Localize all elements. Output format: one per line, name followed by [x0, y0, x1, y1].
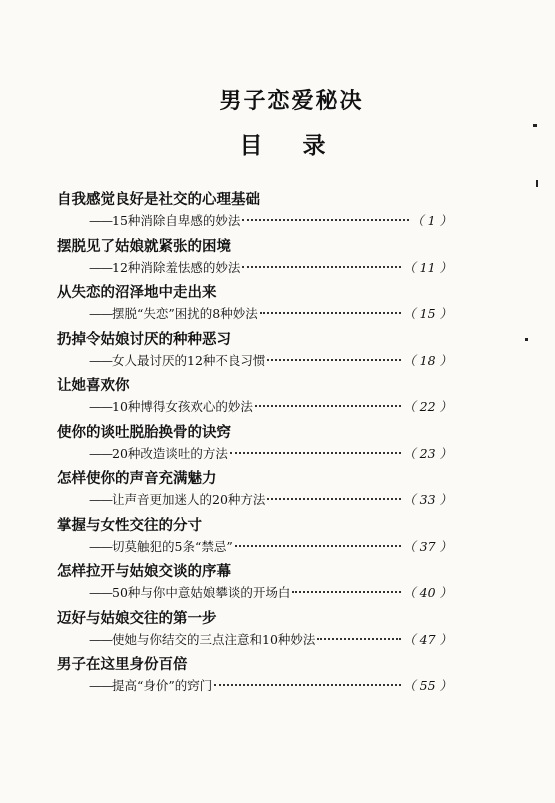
chapter-title: 使你的谈吐脱胎换骨的诀窍: [57, 424, 231, 441]
dot-leader: [214, 684, 401, 686]
chapter-title: 怎样拉开与姑娘交谈的序幕: [57, 564, 231, 580]
scan-speck: [533, 124, 537, 127]
subtitle-line: [57, 536, 452, 558]
dash: ——: [89, 399, 112, 414]
dot-leader: [255, 405, 401, 407]
toc-entry: [57, 609, 452, 656]
dash: ——: [89, 213, 112, 228]
toc-entry: [57, 516, 452, 563]
subtitle-line: [57, 303, 452, 325]
page-number: （ 23 ）: [403, 445, 452, 461]
scan-speck: [525, 338, 528, 341]
toc-entry: [57, 283, 452, 330]
page-number: （ 18 ）: [403, 352, 452, 368]
subtitle-line: [57, 257, 452, 279]
dot-leader: [260, 312, 401, 314]
dot-leader: [242, 266, 401, 268]
dash: ——: [89, 445, 112, 461]
subtitle-line: [57, 489, 452, 511]
chapter-title: 扔掉令姑娘讨厌的种种恶习: [57, 331, 231, 348]
page-number: （ 33 ）: [403, 492, 452, 507]
dash: ——: [89, 259, 112, 275]
dash: ——: [89, 306, 112, 321]
toc-entry: [57, 237, 452, 284]
subtitle-text: 50种与你中意姑娘攀谈的开场白: [112, 585, 291, 600]
toc-entry: [57, 376, 452, 423]
chapter-title: 怎样使你的声音充满魅力: [57, 471, 217, 487]
chapter-title: 男子在这里身份百倍: [57, 657, 188, 673]
subtitle-text: 12种消除羞怯感的妙法: [112, 259, 241, 275]
subtitle-line: [57, 629, 452, 651]
page-number: （ 40 ）: [403, 585, 452, 600]
toc-entry: [57, 469, 452, 516]
page-number: （ 15 ）: [403, 306, 452, 321]
chapter-title: 让她喜欢你: [57, 378, 130, 394]
chapter-title: 自我感觉良好是社交的心理基础: [57, 192, 260, 208]
chapter-title: 摆脱见了姑娘就紧张的困境: [57, 238, 231, 255]
toc-entry: [57, 423, 452, 470]
subtitle-line: [57, 210, 452, 232]
subtitle-text: 摆脱“失恋”困扰的8种妙法: [112, 306, 258, 321]
dash: ——: [89, 678, 112, 693]
dot-leader: [235, 545, 401, 547]
subtitle-text: 20种改造谈吐的方法: [112, 445, 228, 461]
dot-leader: [230, 452, 401, 454]
subtitle-text: 提高“身价”的窍门: [112, 678, 213, 693]
subtitle-text: 10种博得女孩欢心的妙法: [112, 399, 253, 414]
toc-entry: [57, 330, 452, 377]
subtitle-text: 15种消除自卑感的妙法: [112, 213, 241, 228]
subtitle-line: [57, 396, 452, 418]
subtitle-text: 女人最讨厌的12种不良习惯: [112, 352, 266, 368]
dot-leader: [242, 219, 409, 221]
chapter-title: 迈好与姑娘交往的第一步: [57, 610, 217, 627]
dash: ——: [89, 492, 112, 507]
chapter-title: 掌握与女性交往的分寸: [57, 517, 202, 534]
subtitle-text: 使她与你结交的三点注意和10种妙法: [112, 631, 316, 647]
subtitle-line: [57, 582, 452, 604]
dot-leader: [292, 591, 401, 593]
page-number: （ 1 ）: [411, 213, 452, 228]
subtitle-text: 切莫触犯的5条“禁忌”: [112, 538, 233, 554]
dash: ——: [89, 352, 112, 368]
page-number: （ 47 ）: [403, 631, 452, 647]
subtitle-line: [57, 350, 452, 372]
page-number: （ 22 ）: [403, 399, 452, 414]
book-title: 男子恋爱秘决: [219, 89, 364, 114]
page-number: （ 37 ）: [403, 538, 452, 554]
dash: ——: [89, 585, 112, 600]
dash: ——: [89, 538, 112, 554]
dot-leader: [267, 498, 401, 500]
table-of-contents: [57, 190, 452, 702]
scan-speck: [536, 180, 538, 187]
subtitle-line: [57, 443, 452, 465]
subtitle-text: 让声音更加迷人的20种方法: [112, 492, 266, 507]
toc-entry: [57, 190, 452, 237]
page-number: （ 11 ）: [403, 259, 452, 275]
dot-leader: [317, 638, 401, 640]
toc-entry: [57, 655, 452, 702]
subtitle-line: [57, 675, 452, 697]
page-number: （ 55 ）: [403, 678, 452, 693]
toc-entry: [57, 562, 452, 609]
dot-leader: [267, 359, 401, 361]
toc-heading: 目录: [239, 133, 366, 159]
dash: ——: [89, 631, 112, 647]
chapter-title: 从失恋的沼泽地中走出来: [57, 285, 217, 301]
